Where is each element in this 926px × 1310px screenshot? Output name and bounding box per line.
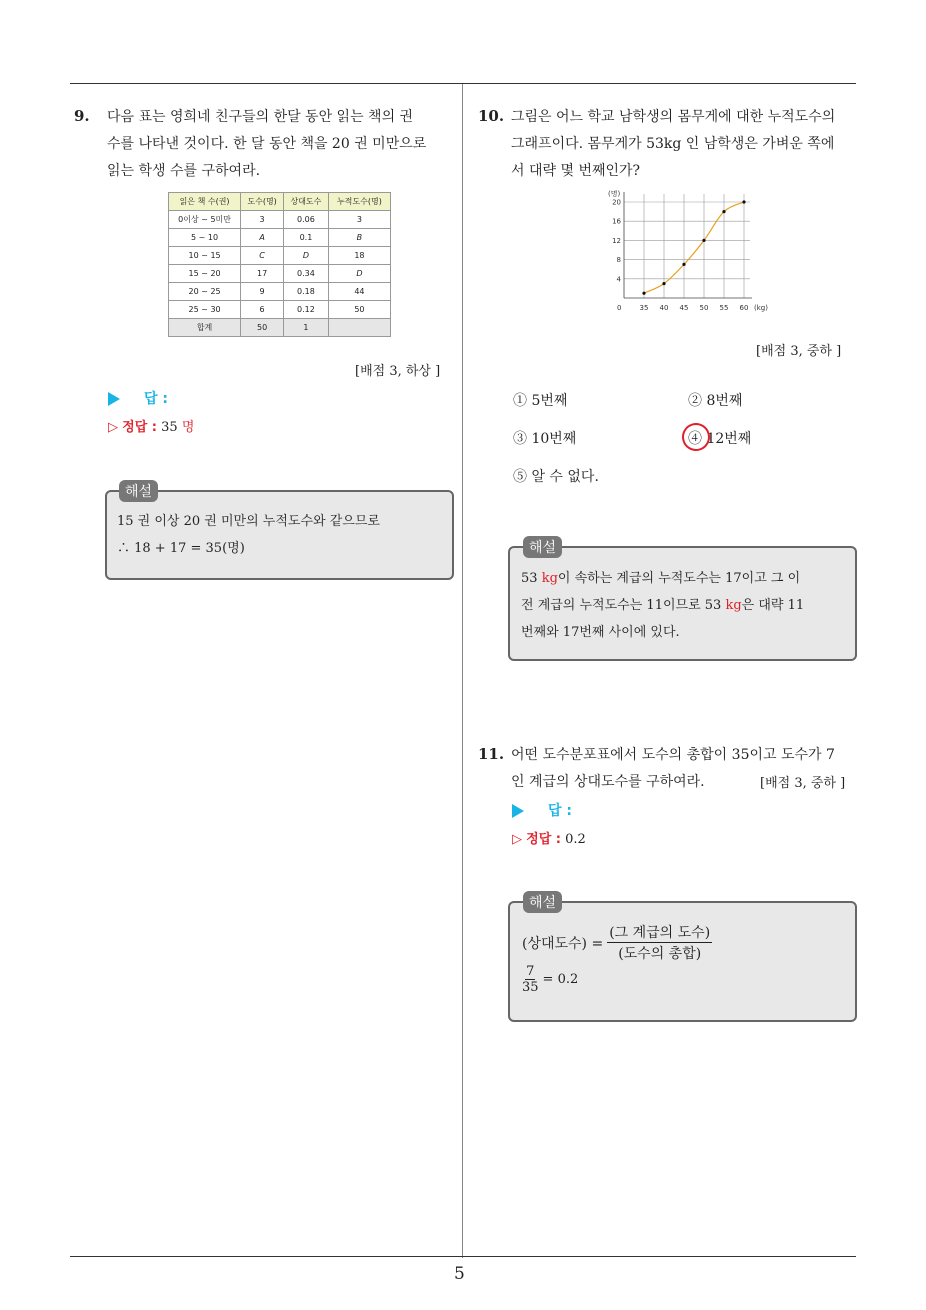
table-row bbox=[169, 265, 391, 283]
q9-answer-label bbox=[108, 388, 168, 408]
data-point bbox=[642, 292, 645, 295]
q10-question bbox=[511, 104, 857, 185]
explanation-text: 전 계급의 누적도수는 11이므로 53 bbox=[521, 598, 722, 613]
y-tick-label: 12 bbox=[612, 236, 621, 245]
play-icon bbox=[512, 804, 524, 818]
unit-kg: kg bbox=[725, 598, 742, 613]
y-tick-label: 4 bbox=[616, 275, 621, 284]
table-header: 누적도수(명) bbox=[328, 193, 390, 211]
table-header: 읽은 책 수(권) bbox=[169, 193, 241, 211]
choice-5[interactable]: ⑤ 알 수 없다. bbox=[513, 469, 599, 485]
table-cell: 합계 bbox=[169, 319, 241, 337]
table-cell: D bbox=[284, 247, 329, 265]
origin-label: 0 bbox=[617, 304, 622, 312]
chart-axes bbox=[624, 192, 752, 298]
q10-line: 서 대략 몇 번째인가? bbox=[511, 163, 641, 179]
q9-question bbox=[107, 104, 459, 185]
explanation-line: ∴ 18 + 17 = 35(명) bbox=[117, 541, 245, 556]
table-header: 도수(명) bbox=[241, 193, 284, 211]
table-cell: 15 ~ 20 bbox=[169, 265, 241, 283]
choice-2[interactable]: ② 8번째 bbox=[688, 393, 743, 409]
table-cell: 17 bbox=[241, 265, 284, 283]
table-row bbox=[169, 229, 391, 247]
x-tick-label: 35 bbox=[639, 304, 649, 312]
data-point bbox=[742, 200, 745, 203]
y-tick-label: 16 bbox=[612, 217, 621, 226]
page-number: 5 bbox=[454, 1264, 465, 1284]
q9-line: 읽는 학생 수를 구하여라. bbox=[107, 163, 261, 179]
data-point bbox=[722, 210, 725, 213]
explanation-tag: 해설 bbox=[119, 480, 158, 502]
table-total-row bbox=[169, 319, 391, 337]
table-cell: B bbox=[328, 229, 390, 247]
q11-score: [배점 3, 중하 ] bbox=[760, 776, 846, 791]
cumulative-curve bbox=[644, 202, 744, 293]
correct-unit: 명 bbox=[181, 420, 195, 435]
correct-label: 정답 : bbox=[526, 832, 561, 847]
explanation-text: 은 대략 11 bbox=[741, 598, 805, 613]
chart-points bbox=[642, 200, 745, 294]
table-cell: 0이상 ~ 5미만 bbox=[169, 211, 241, 229]
q9-correct bbox=[108, 416, 194, 435]
q11-formula bbox=[522, 922, 712, 963]
x-tick-label: 40 bbox=[659, 304, 669, 312]
table-cell: 50 bbox=[241, 319, 284, 337]
x-tick-label: 55 bbox=[719, 304, 729, 312]
table-cell: 0.12 bbox=[284, 301, 329, 319]
bottom-rule bbox=[70, 1256, 856, 1257]
outline-play-icon: ▷ bbox=[108, 420, 118, 435]
table-cell: 20 ~ 25 bbox=[169, 283, 241, 301]
table-cell: D bbox=[328, 265, 390, 283]
fraction-denominator: (도수의 총합) bbox=[618, 946, 702, 962]
table-cell: 0.34 bbox=[284, 265, 329, 283]
chart-grid bbox=[624, 194, 750, 298]
table-cell: 18 bbox=[328, 247, 390, 265]
q11-answer-label bbox=[512, 800, 572, 820]
selected-answer-circle-icon bbox=[679, 420, 713, 454]
data-point bbox=[682, 263, 685, 266]
result-fraction bbox=[522, 964, 539, 995]
data-point bbox=[702, 239, 705, 242]
table-cell: 3 bbox=[241, 211, 284, 229]
q10-score: [배점 3, 중하 ] bbox=[756, 344, 842, 359]
table-cell: 0.1 bbox=[284, 229, 329, 247]
table-cell: A bbox=[241, 229, 284, 247]
table-header-row bbox=[169, 193, 391, 211]
data-point bbox=[662, 282, 665, 285]
formula-lhs: (상대도수) = bbox=[522, 935, 604, 952]
table-header: 상대도수 bbox=[284, 193, 329, 211]
x-tick-label: 45 bbox=[679, 304, 689, 312]
q11-line: 인 계급의 상대도수를 구하여라. bbox=[511, 774, 705, 790]
result-value: = 0.2 bbox=[542, 972, 579, 987]
explanation-line: 15 권 이상 20 권 미만의 누적도수와 같으므로 bbox=[117, 514, 380, 529]
q11-line: 어떤 도수분포표에서 도수의 총합이 35이고 도수가 7 bbox=[511, 747, 835, 763]
y-tick-label: 20 bbox=[612, 198, 621, 207]
table-cell bbox=[328, 319, 390, 337]
table-cell: 0.06 bbox=[284, 211, 329, 229]
table-cell: 3 bbox=[328, 211, 390, 229]
table-cell: 44 bbox=[328, 283, 390, 301]
table-cell: 9 bbox=[241, 283, 284, 301]
table-row bbox=[169, 301, 391, 319]
q11-correct bbox=[512, 828, 586, 847]
table-row bbox=[169, 247, 391, 265]
q9-score: [배점 3, 하상 ] bbox=[355, 364, 441, 379]
q10-line: 그림은 어느 학교 남학생의 몸무게에 대한 누적도수의 bbox=[511, 109, 836, 125]
q9-line: 다음 표는 영희네 친구들의 한달 동안 읽는 책의 권 bbox=[107, 109, 414, 125]
table-row bbox=[169, 211, 391, 229]
y-axis-label: (명) bbox=[608, 190, 621, 198]
correct-value: 35 bbox=[161, 420, 178, 435]
table-cell: 1 bbox=[284, 319, 329, 337]
x-tick-label: 50 bbox=[699, 304, 709, 312]
explanation-line bbox=[521, 565, 804, 592]
q11-number: 11. bbox=[478, 745, 505, 763]
table-cell: 25 ~ 30 bbox=[169, 301, 241, 319]
table-cell: C bbox=[241, 247, 284, 265]
explanation-text: 이 속하는 계급의 누적도수는 17이고 그 이 bbox=[557, 571, 801, 586]
explanation-line bbox=[521, 592, 804, 619]
unit-kg: kg bbox=[541, 571, 558, 586]
cumulative-frequency-chart bbox=[606, 188, 776, 318]
correct-value: 0.2 bbox=[565, 832, 586, 847]
fraction-numerator: 7 bbox=[526, 964, 535, 979]
table-cell: 6 bbox=[241, 301, 284, 319]
explanation-tag: 해설 bbox=[523, 536, 562, 558]
explanation-line: 번째와 17번째 사이에 있다. bbox=[521, 625, 680, 640]
correct-label: 정답 : bbox=[122, 420, 157, 435]
table-cell: 0.18 bbox=[284, 283, 329, 301]
q9-explanation bbox=[117, 508, 380, 562]
table-cell: 5 ~ 10 bbox=[169, 229, 241, 247]
y-tick-label: 8 bbox=[616, 256, 621, 265]
choice-4[interactable]: ④ 12번째 bbox=[688, 431, 752, 447]
x-axis-label: (kg) bbox=[754, 304, 768, 312]
q10-line: 그래프이다. 몸무게가 53kg 인 남학생은 가벼운 쪽에 bbox=[511, 136, 835, 152]
chart-tick-labels bbox=[612, 199, 748, 313]
top-rule bbox=[70, 83, 856, 84]
frequency-table bbox=[168, 192, 391, 337]
answer-label: 답 : bbox=[548, 803, 572, 819]
choice-3[interactable]: ③ 10번째 bbox=[513, 431, 577, 447]
outline-play-icon: ▷ bbox=[512, 832, 522, 847]
answer-label: 답 : bbox=[144, 391, 168, 407]
q10-explanation bbox=[521, 565, 804, 646]
table-row bbox=[169, 283, 391, 301]
q10-number: 10. bbox=[478, 107, 505, 125]
q11-result bbox=[522, 964, 578, 995]
q9-number: 9. bbox=[74, 107, 90, 125]
q9-line: 수를 나타낸 것이다. 한 달 동안 책을 20 권 미만으로 bbox=[107, 136, 427, 152]
table-cell: 50 bbox=[328, 301, 390, 319]
fraction-denominator: 35 bbox=[522, 980, 539, 995]
column-divider bbox=[462, 84, 463, 1258]
formula-fraction bbox=[607, 922, 712, 963]
x-tick-label: 60 bbox=[739, 304, 749, 312]
explanation-text: 53 bbox=[521, 571, 538, 586]
table-cell: 10 ~ 15 bbox=[169, 247, 241, 265]
fraction-numerator: (그 계급의 도수) bbox=[607, 922, 712, 943]
explanation-tag: 해설 bbox=[523, 891, 562, 913]
choice-1[interactable]: ① 5번째 bbox=[513, 393, 568, 409]
play-icon bbox=[108, 392, 120, 406]
